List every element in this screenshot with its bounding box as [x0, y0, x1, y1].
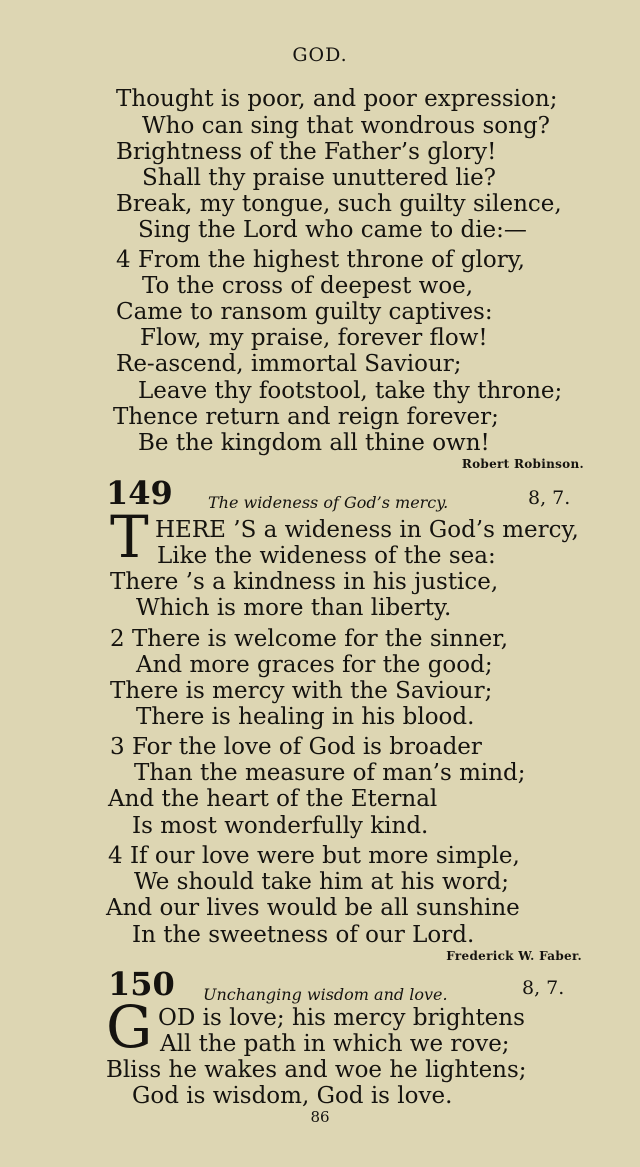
verse-line: 4 If our love were but more simple, [108, 843, 520, 869]
verse-line: Leave thy footstool, take thy throne; [138, 378, 563, 404]
hymn-meter: 8, 7. [522, 977, 565, 999]
hymn-number: 149 [106, 474, 173, 512]
drop-cap: G [106, 993, 153, 1061]
verse-line: 2 There is welcome for the sinner, [110, 626, 509, 652]
verse-line: There ’s a kindness in his justice, [110, 569, 499, 595]
hymn-number: 150 [108, 965, 175, 1003]
verse-line: Thought is poor, and poor expression; [116, 86, 558, 112]
verse-line: Who can sing that wondrous song? [142, 113, 551, 139]
verse-line: And more graces for the good; [136, 652, 493, 678]
verse-line: And our lives would be all sunshine [106, 895, 520, 921]
verse-line: In the sweetness of our Lord. [132, 922, 475, 948]
verse-line: Shall thy praise unuttered lie? [142, 165, 497, 191]
verse-line: Sing the Lord who came to die:— [138, 217, 527, 243]
verse-line: There is mercy with the Saviour; [110, 678, 493, 704]
hymn-author: Robert Robinson. [461, 457, 584, 471]
verse-line: 4 From the highest throne of glory, [116, 247, 525, 273]
page-number: 86 [310, 1108, 330, 1126]
verse-line: Brightness of the Father’s glory! [116, 139, 497, 165]
running-header: GOD. [292, 44, 348, 66]
hymn-title: Unchanging wisdom and love. [203, 985, 448, 1004]
verse-line: Be the kingdom all thine own! [138, 430, 490, 456]
verse-line: All the path in which we rove; [160, 1031, 510, 1057]
verse-line: Bliss he wakes and woe he lightens; [106, 1057, 527, 1083]
verse-line: God is wisdom, God is love. [132, 1083, 453, 1109]
verse-line: Which is more than liberty. [136, 595, 452, 621]
verse-line: Came to ransom guilty captives: [116, 299, 493, 325]
verse-line: 3 For the love of God is broader [110, 734, 482, 760]
verse-line: Like the wideness of the sea: [157, 543, 496, 569]
hymn-title: The wideness of God’s mercy. [208, 493, 449, 512]
verse-line: Re-ascend, immortal Saviour; [116, 351, 462, 377]
hymn-author: Frederick W. Faber. [446, 949, 582, 963]
verse-line: Flow, my praise, forever flow! [140, 325, 488, 351]
verse-line: OD is love; his mercy brightens [158, 1005, 525, 1031]
hymn-meter: 8, 7. [528, 487, 571, 509]
verse-line: Than the measure of man’s mind; [134, 760, 526, 786]
verse-line: HERE ’S a wideness in God’s mercy, [155, 517, 579, 543]
verse-line: Is most wonderfully kind. [132, 813, 429, 839]
verse-line: Break, my tongue, such guilty silence, [116, 191, 562, 217]
verse-line: And the heart of the Eternal [108, 786, 438, 812]
verse-line: Thence return and reign forever; [113, 404, 499, 430]
verse-line: There is healing in his blood. [136, 704, 475, 730]
verse-line: To the cross of deepest woe, [142, 273, 474, 299]
drop-cap: T [110, 503, 149, 571]
verse-line: We should take him at his word; [134, 869, 510, 895]
